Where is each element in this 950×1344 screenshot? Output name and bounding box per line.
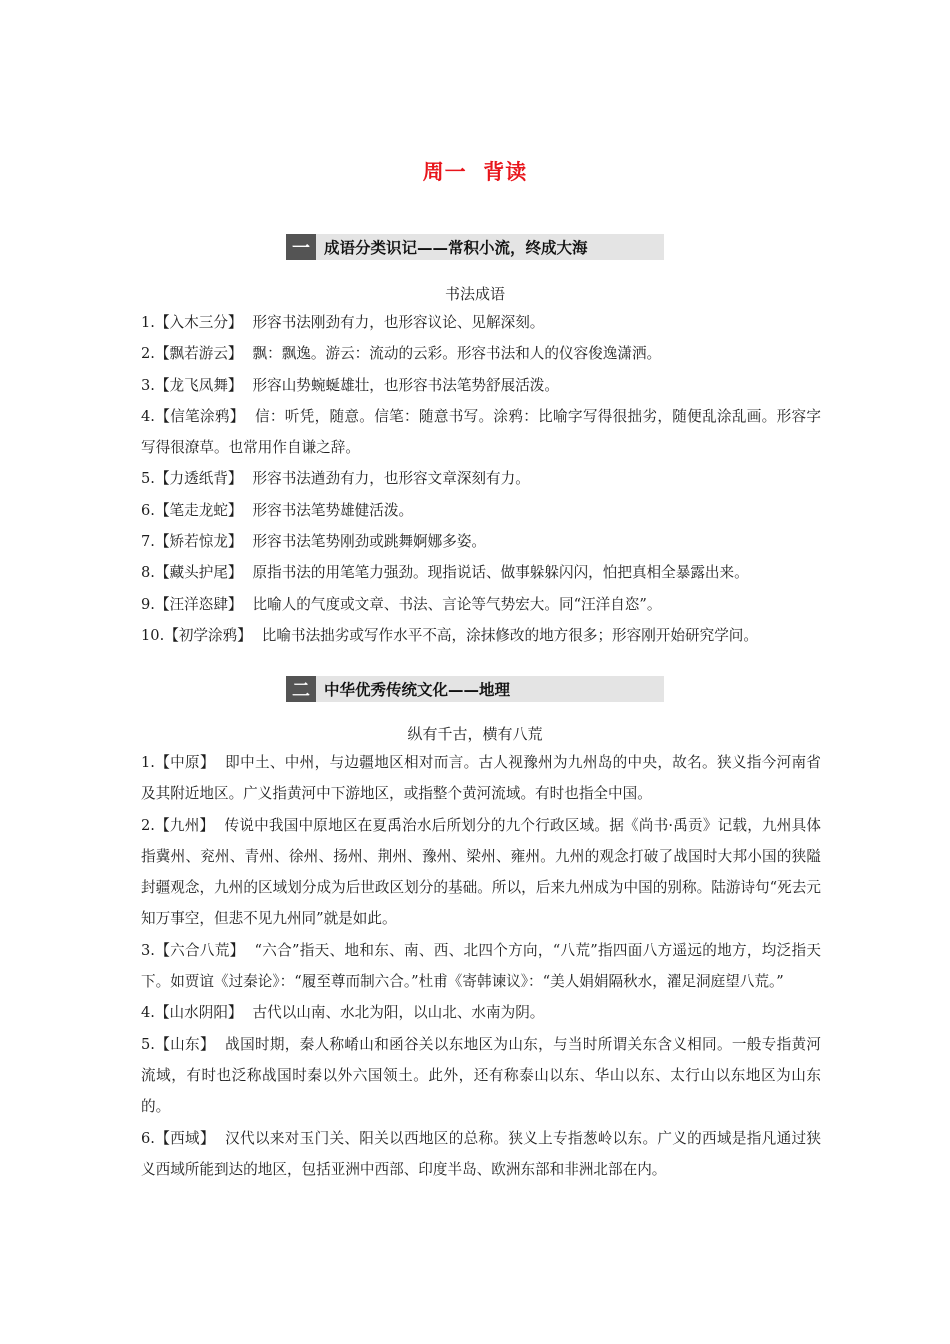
- list-item: 5.【山东】 战国时期，秦人称崤山和函谷关以东地区为山东，与当时所谓关东含义相同。一般专指黄河流域，有时也泛称战国时秦以外六国领土。此外，还有称泰山以东、华山以东、太行山以东地区为山东的。: [141, 1035, 821, 1116]
- list-item: 5.【力透纸背】 形容书法遒劲有力，也形容文章深刻有力。: [141, 470, 530, 488]
- entry-text: 比喻人的气度或文章、书法、言论等气势宏大。同“汪洋自恣”。: [252, 595, 662, 613]
- entry-term: 【飘若游云】: [154, 345, 243, 363]
- entry-term: 【龙飞凤舞】: [154, 376, 243, 394]
- list-item: 1.【入木三分】 形容书法刚劲有力，也形容议论、见解深刻。: [141, 314, 545, 331]
- entry-term: 【藏头护尾】: [154, 564, 243, 582]
- section-title: 中华优秀传统文化——地理: [324, 681, 511, 699]
- entry-term: 【六合八荒】: [154, 941, 245, 959]
- entry-term: 【山水阴阳】: [154, 1004, 243, 1022]
- list-item: 6.【西域】 汉代以来对玉门关、阳关以西地区的总称。狭义上专指葱岭以东。广义的西域是指凡通过狭义西域所能到达的地区，包括亚洲中西部、印度半岛、欧洲东部和非洲北部在内。: [141, 1129, 821, 1178]
- entry-text: 形容书法笔势雄健活泼。: [252, 501, 414, 519]
- list-item: 8.【藏头护尾】 原指书法的用笔笔力强劲。现指说话、做事躲躲闪闪，怕把真相全暴露出来。: [141, 564, 749, 582]
- entry-term: 【山东】: [154, 1035, 215, 1053]
- section-subtitle: 纵有千古，横有八荒: [407, 725, 543, 743]
- entry-term: 【信笔涂鸦】: [154, 407, 245, 425]
- list-item: 7.【矫若惊龙】 形容书法笔势刚劲或跳舞婀娜多姿。: [141, 533, 487, 551]
- entry-term: 【入木三分】: [154, 314, 243, 331]
- entry-term: 【力透纸背】: [154, 470, 243, 488]
- entry-text: 形容山势蜿蜒雄壮，也形容书法笔势舒展活泼。: [252, 376, 559, 394]
- entry-text: 战国时期，秦人称崤山和函谷关以东地区为山东，与当时所谓关东含义相同。一般专指黄河流域，有时也泛称战国时秦以外六国领土。此外，还有称泰山以东、华山以东、太行山以东地区为山东的。: [141, 1035, 821, 1116]
- entry-text: 原指书法的用笔笔力强劲。现指说话、做事躲躲闪闪，怕把真相全暴露出来。: [252, 564, 749, 582]
- entry-term: 【中原】: [154, 754, 215, 771]
- list-item: 2.【飘若游云】 飘：飘逸。游云：流动的云彩。形容书法和人的仪容俊逸潇洒。: [141, 345, 662, 363]
- entry-text: 古代以山南、水北为阳，以山北、水南为阴。: [252, 1004, 545, 1022]
- entry-term: 【汪洋恣肆】: [154, 595, 243, 613]
- list-item: 9.【汪洋恣肆】 比喻人的气度或文章、书法、言论等气势宏大。同“汪洋自恣”。: [141, 595, 662, 613]
- section-header-idioms: [286, 234, 664, 260]
- list-item: 1.【中原】 即中土、中州，与边疆地区相对而言。古人视豫州为九州岛的中央，故名。狭义指今河南省及其附近地区。广义指黄河中下游地区，或指整个黄河流域。有时也指全中国。: [141, 754, 821, 803]
- section-title: 成语分类识记——常积小流，终成大海: [324, 239, 588, 257]
- section-subtitle: 书法成语: [444, 285, 505, 303]
- entry-text: 传说中我国中原地区在夏禹治水后所划分的九个行政区域。据《尚书·禹贡》记载，九州具体指冀州、兖州、青州、徐州、扬州、荆州、豫州、梁州、雍州。九州的观念打破了战国时大邦小国的狭隘封疆观念，九州的区域划分成为后世政区划分的基础。所以，后来九州成为中国的别称。陆游诗句“死去元知万事空，但悲不见九州同”就是如此。: [141, 816, 821, 928]
- entry-text: 比喻书法拙劣或写作水平不高，涂抹修改的地方很多；形容刚开始研究学问。: [261, 626, 758, 644]
- page-title: 周一 背读: [422, 160, 528, 184]
- entry-term: 【矫若惊龙】: [154, 533, 243, 551]
- list-item: 4.【山水阴阳】 古代以山南、水北为阳，以山北、水南为阴。: [141, 1004, 545, 1022]
- entry-term: 【西域】: [154, 1129, 215, 1147]
- geography-list: [141, 747, 821, 1185]
- entry-term: 【九州】: [154, 816, 215, 834]
- section-number-badge: 一: [286, 234, 316, 260]
- entry-term: 【初学涂鸦】: [164, 626, 252, 644]
- entry-text: “六合”指天、地和东、南、西、北四个方向，“八荒”指四面八方遥远的地方，均泛指天下。如贾谊《过秦论》：“履至尊而制六合。”杜甫《寄韩谏议》：“美人娟娟隔秋水，濯足洞庭望八荒。”: [141, 941, 821, 991]
- entry-text: 即中土、中州，与边疆地区相对而言。古人视豫州为九州岛的中央，故名。狭义指今河南省及其附近地区。广义指黄河中下游地区，或指整个黄河流域。有时也指全中国。: [141, 754, 821, 803]
- section-header-geography: [286, 676, 664, 702]
- entry-text: 汉代以来对玉门关、阳关以西地区的总称。狭义上专指葱岭以东。广义的西域是指凡通过狭义西域所能到达的地区，包括亚洲中西部、印度半岛、欧洲东部和非洲北部在内。: [141, 1129, 821, 1178]
- list-item: 3.【龙飞凤舞】 形容山势蜿蜒雄壮，也形容书法笔势舒展活泼。: [141, 376, 559, 394]
- entry-text: 信：听凭，随意。信笔：随意书写。涂鸦：比喻字写得很拙劣，随便乱涂乱画。形容字写得很潦草。也常用作自谦之辞。: [141, 407, 821, 457]
- list-item: 4.【信笔涂鸦】 信：听凭，随意。信笔：随意书写。涂鸦：比喻字写得很拙劣，随便乱涂乱画。形容字写得很潦草。也常用作自谦之辞。: [141, 407, 821, 457]
- entry-text: 形容书法笔势刚劲或跳舞婀娜多姿。: [252, 533, 487, 551]
- entry-text: 形容书法刚劲有力，也形容议论、见解深刻。: [252, 314, 545, 331]
- entry-term: 【笔走龙蛇】: [154, 501, 243, 519]
- list-item: 10.【初学涂鸦】 比喻书法拙劣或写作水平不高，涂抹修改的地方很多；形容刚开始研究学问。: [141, 626, 758, 644]
- list-item: 6.【笔走龙蛇】 形容书法笔势雄健活泼。: [141, 501, 414, 519]
- list-item: 3.【六合八荒】 “六合”指天、地和东、南、西、北四个方向，“八荒”指四面八方遥远的地方，均泛指天下。如贾谊《过秦论》：“履至尊而制六合。”杜甫《寄韩谏议》：“美人娟娟隔秋水，濯足洞庭望八荒。”: [141, 941, 821, 991]
- idiom-list: [141, 307, 821, 651]
- section-number-badge: 二: [286, 676, 316, 702]
- entry-text: 形容书法遒劲有力，也形容文章深刻有力。: [252, 470, 530, 488]
- entry-text: 飘：飘逸。游云：流动的云彩。形容书法和人的仪容俊逸潇洒。: [252, 345, 662, 363]
- list-item: 2.【九州】 传说中我国中原地区在夏禹治水后所划分的九个行政区域。据《尚书·禹贡》记载，九州具体指冀州、兖州、青州、徐州、扬州、荆州、豫州、梁州、雍州。九州的观念打破了战国时大邦小国的狭隘封疆观念，九州的区域划分成为后世政区划分的基础。所以，后来九州成为中国的别称。陆游诗句“死去元知万事空，但悲不见九州同”就是如此。: [141, 816, 821, 928]
